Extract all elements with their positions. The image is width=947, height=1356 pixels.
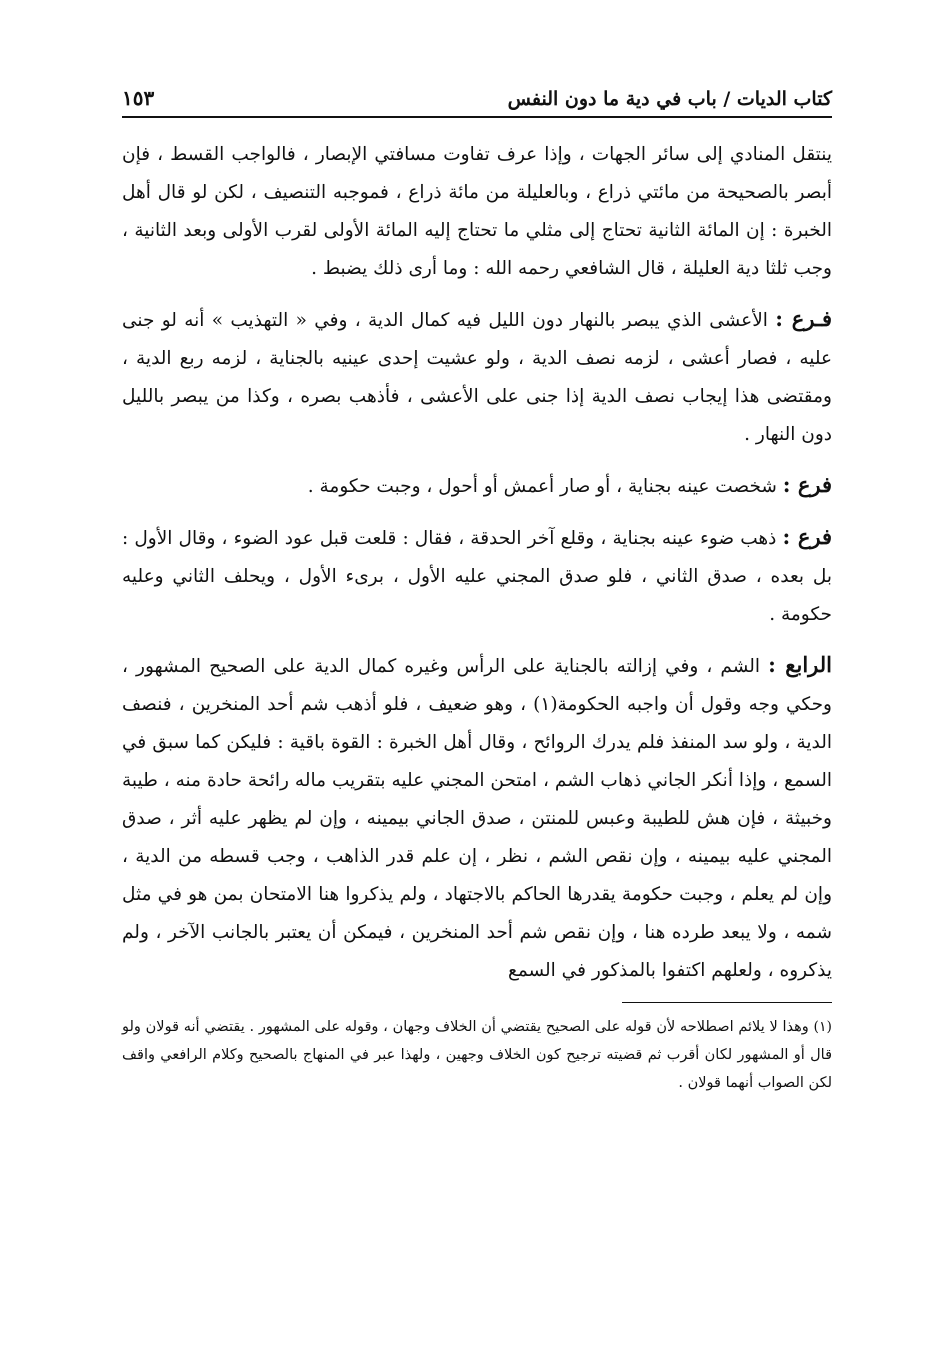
paragraph-rabi [122, 646, 832, 990]
paragraph-1-text: ينتقل المنادي إلى سائر الجهات ، وإذا عرف تفاوت مسافتي الإبصار ، فالواجب القسط ، فإن أبصر بالصحيحة من مائتي ذراع ، وبالعليلة من مائة ذراع ، فموجبه التنصيف ، لكن لو قال أهل الخبرة : إن المائة الثانية تحتاج إلى مثلي ما تحتاج إليه المائة الأولى لقرب الأولى وبعد الثانية ، وجب ثلثا دية العليلة ، قال الشافعي رحمه الله : وما أرى ذلك يضبط . [122, 144, 832, 279]
book-page [122, 70, 832, 1097]
section-lead: فـرع : [775, 306, 832, 331]
running-title: كتاب الديات / باب في دية ما دون النفس [507, 88, 832, 110]
body-text [122, 136, 832, 990]
paragraph-text: شخصت عينه بجناية ، أو صار أعمش أو أحول ، وجبت حكومة . [307, 476, 783, 497]
footnote-text: وهذا لا يلائم اصطلاحه لأن قوله على الصحيح يقتضي أن الخلاف وجهان ، وقوله على المشهور . يقتضي أنه قولان ولو قال أو المشهور لكان أقرب ثم قضيته ترجيح كون الخلاف وجهين ، ولهذا عبر في المنهاج بالصحيح وكلام الرافعي واقف لكن الصواب أنهما قولان . [122, 1019, 832, 1091]
footnote-marker: (١) [813, 1019, 832, 1035]
paragraph-far-2 [122, 466, 832, 506]
paragraph-far-1 [122, 300, 832, 454]
section-lead: فرع : [782, 472, 832, 497]
paragraph-1 [122, 136, 832, 288]
paragraph-text: الأعشى الذي يبصر بالنهار دون الليل فيه كمال الدية ، وفي « التهذيب » أنه لو جنى عليه ، فصار أعشى ، لزمه نصف الدية ، ولو عشيت إحدى عينيه بالجناية ، لزمه ربع الدية ، ومقتضى هذا إيجاب نصف الدية إذا جنى على الأعشى ، فأذهب بصره ، وكذا من يبصر بالليل دون النهار . [122, 310, 832, 445]
section-lead: الرابع : [768, 652, 832, 677]
page-number: ١٥٣ [122, 86, 155, 110]
section-lead: فرع : [782, 524, 833, 549]
paragraph-text: ذهب ضوء عينه بجناية ، وقلع آخر الحدقة ، فقال : قلعت قبل عود الضوء ، وقال الأول : بل بعده ، صدق الثاني ، فلو صدق المجني عليه الأول ، برىء الأول ، ويحلف الثاني وعليه حكومة . [122, 528, 832, 625]
footnotes [122, 1013, 832, 1097]
running-header [122, 70, 832, 118]
footnote-divider [622, 1002, 832, 1003]
footnote-1 [122, 1013, 832, 1097]
paragraph-far-3 [122, 518, 832, 634]
paragraph-text: الشم ، وفي إزالته بالجناية على الرأس وغيره كمال الدية على الصحيح المشهور ، وحكي وجه وقول أن واجبه الحكومة(١) ، وهو ضعيف ، فلو أذهب شم أحد المنخرين ، فنصف الدية ، ولو سد المنفذ فلم يدرك الروائح ، وقال أهل الخبرة : القوة باقية : فليكن كما سبق في السمع ، وإذا أنكر الجاني ذهاب الشم ، امتحن المجني عليه بتقريب ماله رائحة حادة منه ، طيبة وخبيثة ، فإن هش للطيبة وعبس للمنتن ، صدق الجاني بيمينه ، وإن لم يظهر عليه أثر ، صدق المجني عليه بيمينه ، وإن نقص الشم ، نظر ، إن علم قدر الذاهب ، وجب قسطه من الدية ، وإن لم يعلم ، وجبت حكومة يقدرها الحاكم بالاجتهاد ، ولم يذكروا هنا الامتحان بمن هو في مثل شمه ، ولا يبعد طرده هنا ، وإن نقص شم أحد المنخرين ، فيمكن أن يعتبر بالجانب الآخر ، ولم يذكروه ، ولعلهم اكتفوا بالمذكور في السمع [122, 656, 832, 981]
